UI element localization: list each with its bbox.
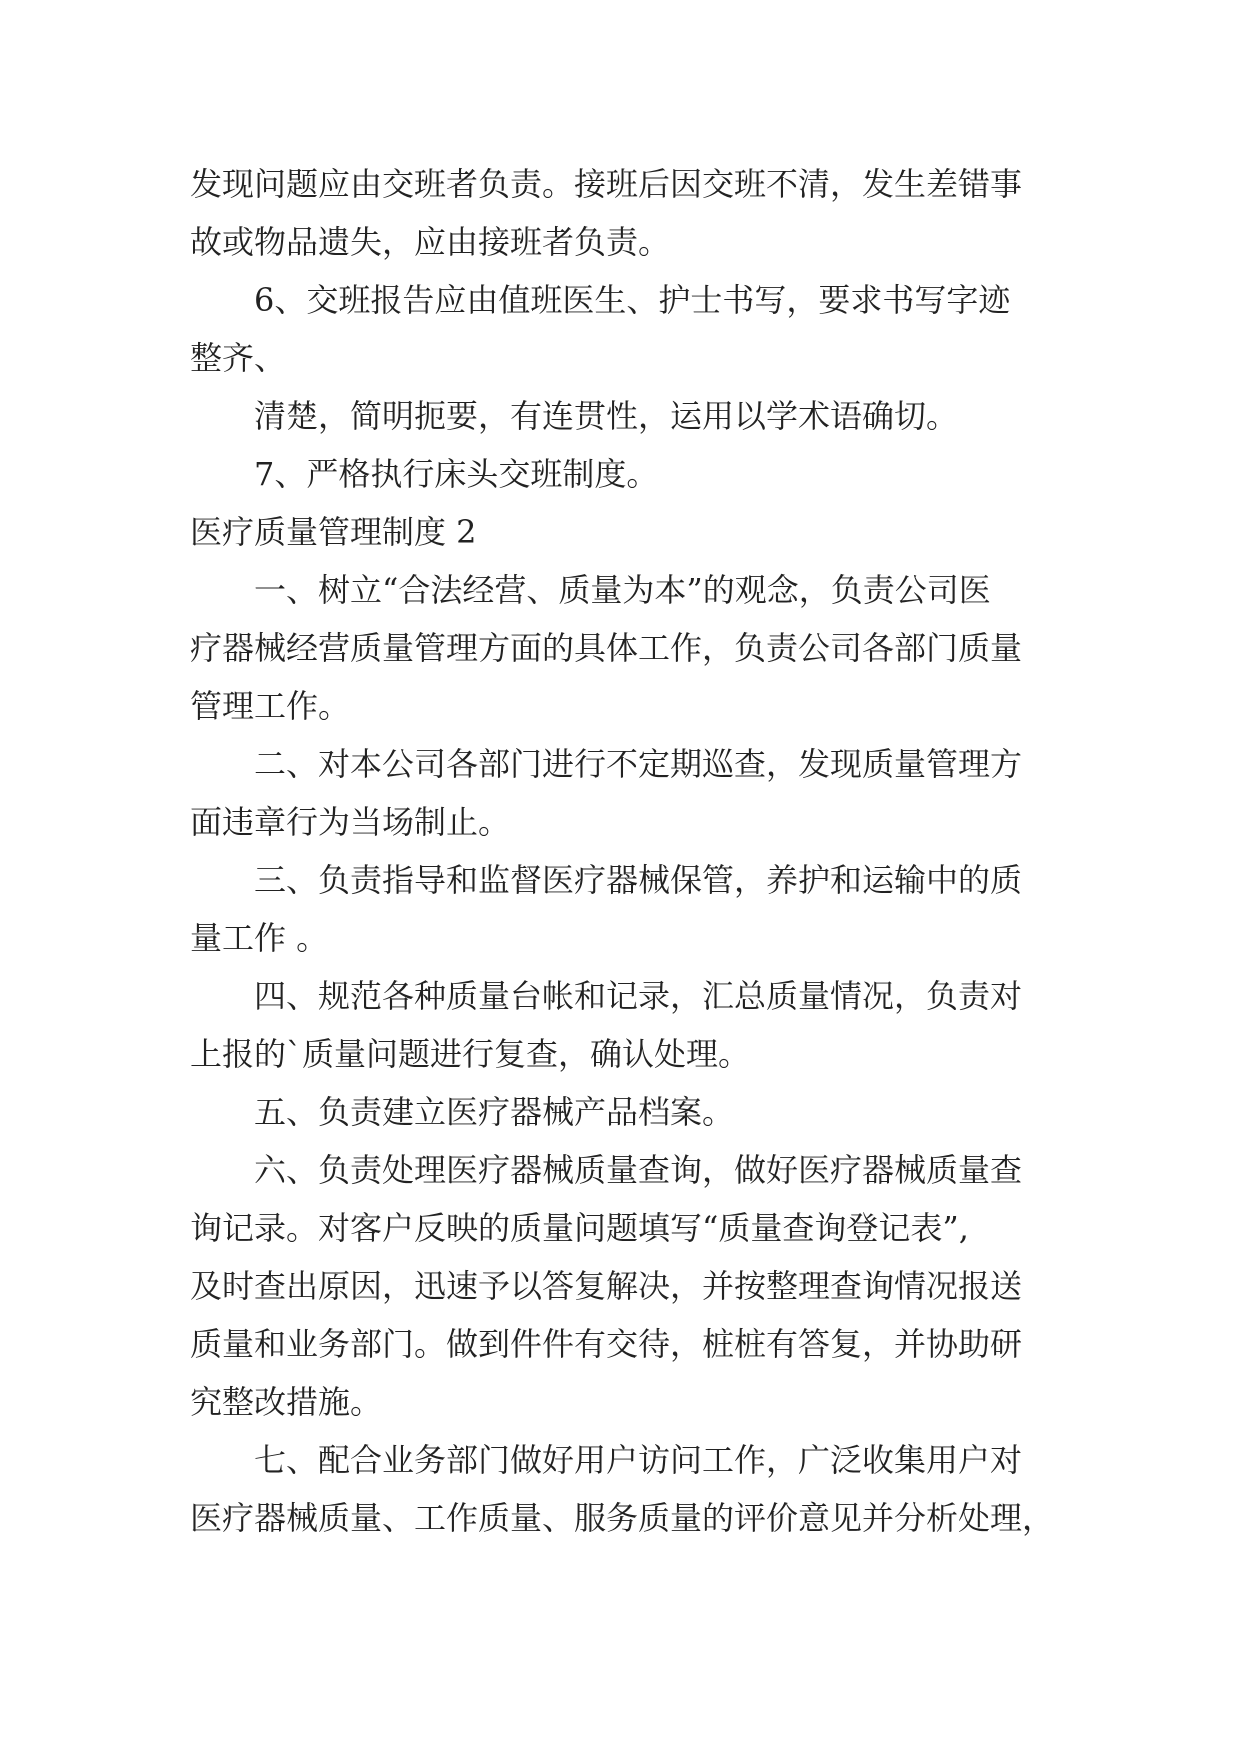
text-line: 二、对本公司各部门进行不定期巡查，发现质量管理方 (254, 745, 1023, 783)
text-line: 究整改措施。 (190, 1383, 383, 1421)
text-line: 一、树立“合法经营、质量为本”的观念，负责公司医 (254, 571, 991, 609)
text-line: 及时查出原因，迅速予以答复解决，并按整理查询情况报送 (190, 1267, 1023, 1305)
text-line: 医疗器械质量、工作质量、服务质量的评价意见并分析处理， (190, 1499, 1055, 1537)
text-line: 六、负责处理医疗器械质量查询，做好医疗器械质量查 (254, 1151, 1023, 1189)
text-line: 7、严格执行床头交班制度。 (254, 455, 659, 493)
text-line: 量工作 。 (190, 919, 329, 957)
text-line: 上报的`质量问题进行复查，确认处理。 (190, 1035, 751, 1073)
text-line: 发现问题应由交班者负责。接班后因交班不清，发生差错事 (190, 165, 1023, 203)
text-line: 整齐、 (190, 339, 287, 377)
text-line: 三、负责指导和监督医疗器械保管，养护和运输中的质 (254, 861, 1023, 899)
text-line: 管理工作。 (190, 687, 351, 725)
text-line: 面违章行为当场制止。 (190, 803, 511, 841)
text-line: 质量和业务部门。做到件件有交待，桩桩有答复，并协助研 (190, 1325, 1023, 1363)
text-line: 询记录。对客户反映的质量问题填写“质量查询登记表”, (190, 1209, 969, 1247)
text-line: 疗器械经营质量管理方面的具体工作，负责公司各部门质量 (190, 629, 1023, 667)
text-line: 五、负责建立医疗器械产品档案。 (254, 1093, 735, 1131)
document-body (190, 155, 1055, 1547)
text-line: 清楚，简明扼要，有连贯性，运用以学术语确切。 (254, 397, 959, 435)
text-line: 故或物品遗失，应由接班者负责。 (190, 223, 671, 261)
section-title: 医疗质量管理制度 2 (190, 513, 477, 551)
text-line: 七、配合业务部门做好用户访问工作，广泛收集用户对 (254, 1441, 1023, 1479)
text-line: 四、规范各种质量台帐和记录，汇总质量情况，负责对 (254, 977, 1023, 1015)
text-line: 6、交班报告应由值班医生、护士书写，要求书写字迹 (254, 281, 1011, 319)
